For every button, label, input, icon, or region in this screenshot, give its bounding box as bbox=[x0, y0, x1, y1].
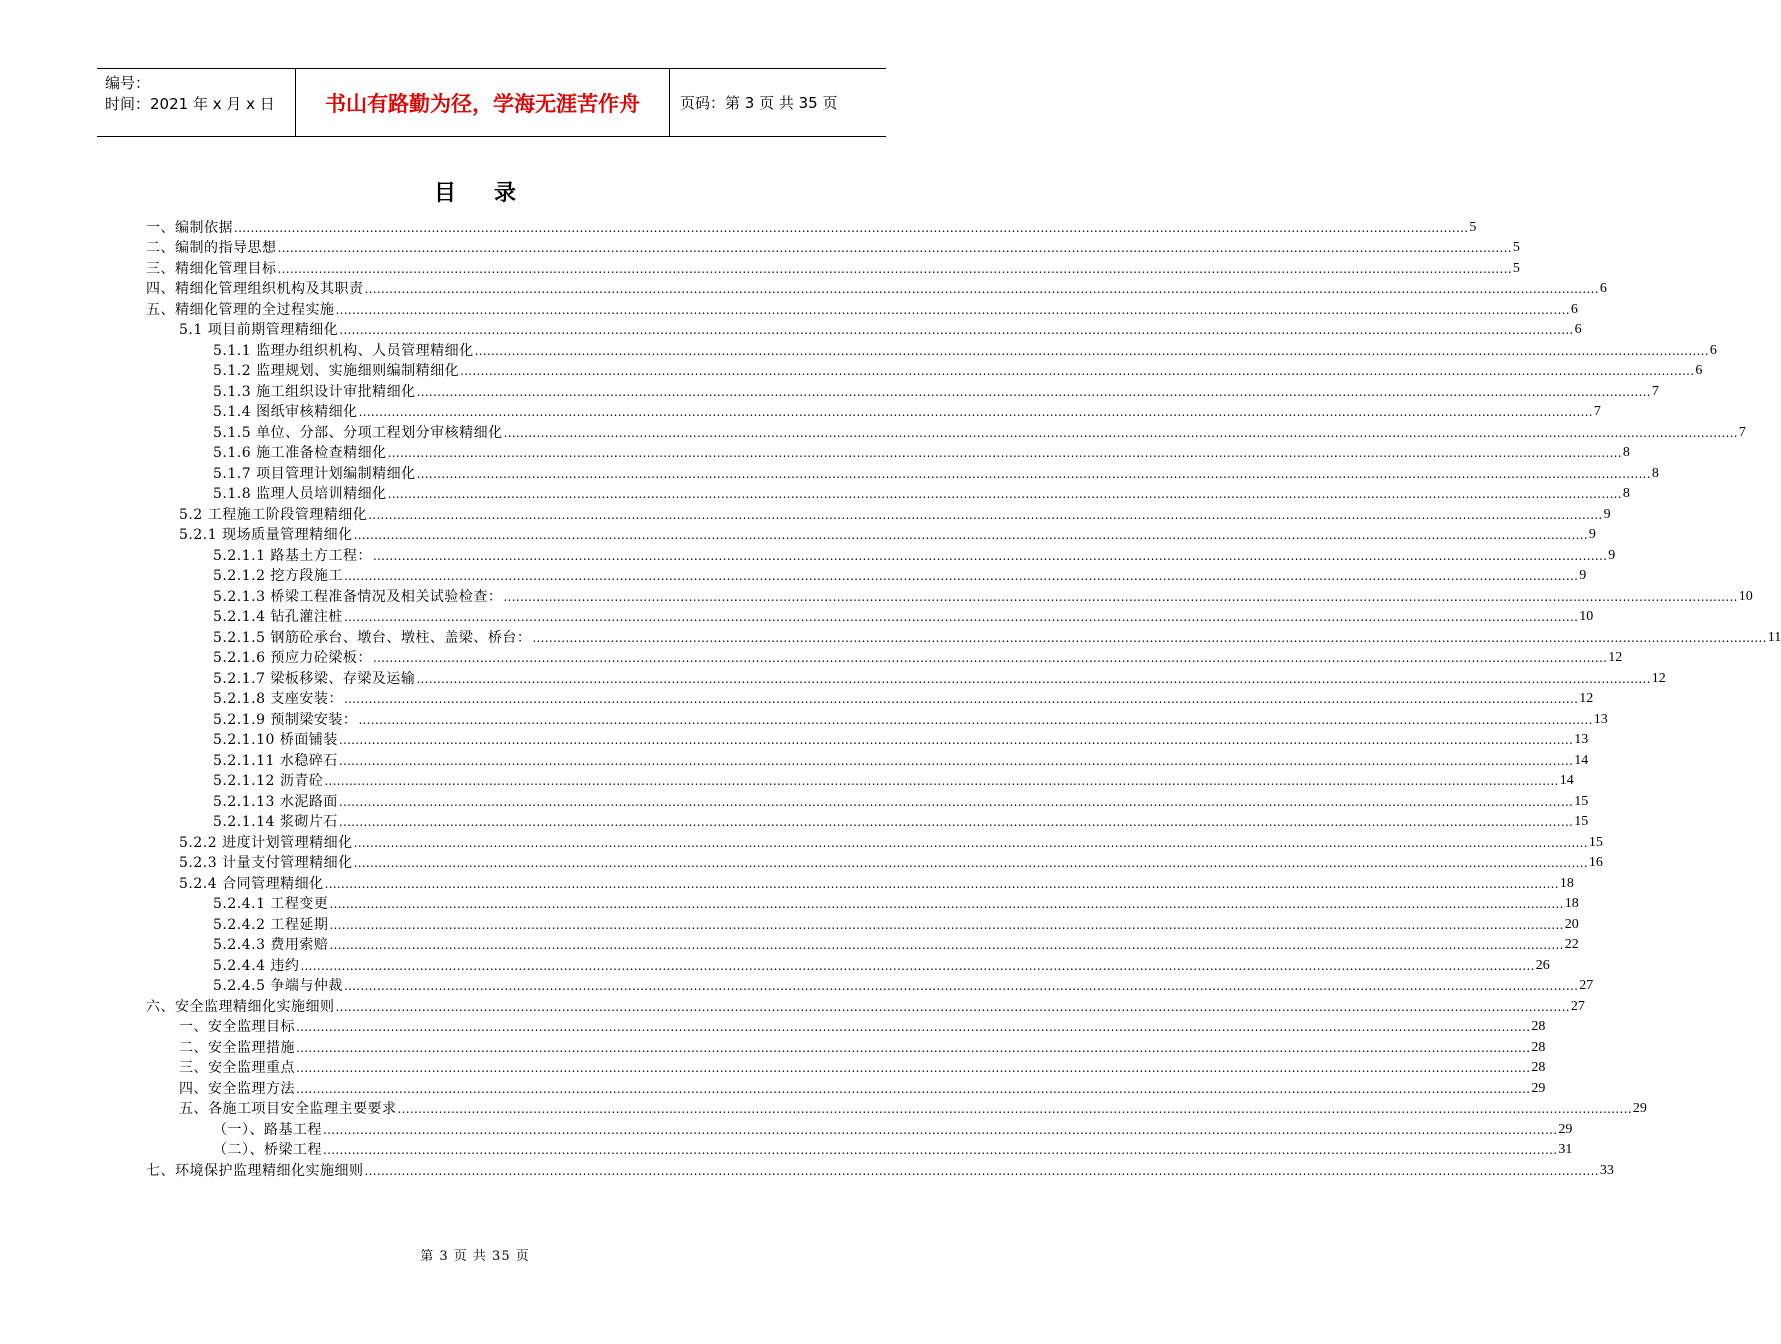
toc-dot-leader: ............................................................................................................................................................................................................................................................................................................ bbox=[329, 897, 1564, 911]
toc-dot-leader: ............................................................................................................................................................................................................................................................................................................ bbox=[343, 692, 1579, 706]
toc-entry-page: 18 bbox=[1559, 875, 1574, 891]
toc-dot-leader: ............................................................................................................................................................................................................................................................................................................ bbox=[323, 1143, 1558, 1157]
toc-entry[interactable] bbox=[146, 647, 1623, 668]
toc-entry-page: 22 bbox=[1564, 937, 1579, 952]
toc-dot-leader: ............................................................................................................................................................................................................................................................................................................ bbox=[329, 938, 1564, 952]
toc-entry-title: 5.2.1.9 预制梁安装： bbox=[213, 711, 358, 728]
toc-entry[interactable] bbox=[146, 278, 1607, 299]
toc-entry[interactable] bbox=[146, 790, 1589, 811]
toc-entry[interactable] bbox=[146, 360, 1703, 381]
toc-dot-leader: ............................................................................................................................................................................................................................................................................................................ bbox=[296, 1081, 1531, 1096]
toc-entry-title: 三、精细化管理目标 bbox=[146, 260, 277, 277]
toc-entry[interactable] bbox=[146, 1016, 1546, 1037]
toc-dot-leader: ............................................................................................................................................................................................................................................................................................................ bbox=[335, 999, 1570, 1014]
toc-dot-leader: ............................................................................................................................................................................................................................................................................................................ bbox=[372, 548, 1608, 563]
toc-entry-title: 一、编制依据 bbox=[146, 219, 233, 236]
toc-entry-title: （一）、路基工程 bbox=[213, 1121, 322, 1138]
toc-entry[interactable] bbox=[146, 462, 1659, 483]
toc-dot-leader: ............................................................................................................................................................................................................................................................................................................ bbox=[324, 876, 1559, 891]
toc-dot-leader: ............................................................................................................................................................................................................................................................................................................ bbox=[296, 1040, 1531, 1055]
toc-dot-leader: ............................................................................................................................................................................................................................................................................................................ bbox=[335, 302, 1570, 317]
toc-entry-page: 29 bbox=[1632, 1101, 1647, 1116]
toc-entry-title: 5.2.1.6 预应力砼梁板： bbox=[213, 650, 372, 666]
toc-entry-page: 12 bbox=[1651, 670, 1666, 686]
toc-dot-leader: ............................................................................................................................................................................................................................................................................................................ bbox=[532, 630, 1767, 645]
doc-number-label: 编号： bbox=[105, 74, 151, 92]
toc-entry-title: 四、安全监理方法 bbox=[179, 1080, 295, 1097]
toc-dot-leader: ............................................................................................................................................................................................................................................................................................................ bbox=[416, 671, 1651, 686]
toc-entry-title: 5.1.2 监理规划、实施细则编制精细化 bbox=[213, 363, 460, 379]
toc-dot-leader: ............................................................................................................................................................................................................................................................................................................ bbox=[338, 815, 1574, 829]
toc-entry-page: 14 bbox=[1574, 752, 1589, 768]
header-slogan: 书山有路勤为径，学海无涯苦作舟 bbox=[296, 69, 670, 136]
toc-dot-leader: ............................................................................................................................................................................................................................................................................................................ bbox=[372, 651, 1608, 665]
toc-dot-leader: ............................................................................................................................................................................................................................................................................................................ bbox=[323, 1122, 1558, 1137]
toc-entry-title: 5.2.2 进度计划管理精细化 bbox=[179, 834, 353, 851]
toc-dot-leader: ............................................................................................................................................................................................................................................................................................................ bbox=[277, 261, 1512, 276]
toc-dot-leader: ............................................................................................................................................................................................................................................................................................................ bbox=[416, 466, 1651, 481]
toc-entry[interactable] bbox=[146, 995, 1585, 1016]
toc-entry-title: 5.2.1.10 桥面铺装 bbox=[213, 732, 338, 748]
toc-dot-leader: ............................................................................................................................................................................................................................................................................................................ bbox=[503, 589, 1738, 604]
doc-time-label: 时间：2021 年 x 月 x 日 bbox=[105, 95, 275, 113]
toc-dot-leader: ............................................................................................................................................................................................................................................................................................................ bbox=[343, 610, 1579, 624]
toc-entry-page: 5 bbox=[1512, 240, 1520, 255]
toc-entry-title: 5.2.1.14 浆砌片石 bbox=[213, 814, 338, 830]
toc-entry-title: 5.2.1.13 水泥路面 bbox=[213, 793, 338, 810]
toc-entry[interactable] bbox=[146, 934, 1579, 955]
toc-entry[interactable] bbox=[146, 544, 1616, 565]
toc-entry[interactable] bbox=[146, 1159, 1614, 1180]
header-meta bbox=[97, 69, 296, 136]
toc-entry-page: 9 bbox=[1588, 527, 1596, 542]
toc-entry-title: 5.2.1.4 钻孔灌注桩 bbox=[213, 609, 343, 625]
toc-entry-title: 5.1 项目前期管理精细化 bbox=[179, 322, 339, 338]
toc-dot-leader: ............................................................................................................................................................................................................................................................................................................ bbox=[343, 569, 1579, 583]
toc-entry-title: 5.1.1 监理办组织机构、人员管理精细化 bbox=[213, 342, 474, 359]
toc-entry-page: 33 bbox=[1599, 1162, 1614, 1178]
toc-entry-page: 10 bbox=[1579, 609, 1594, 624]
toc-entry-page: 20 bbox=[1564, 916, 1579, 932]
toc-entry-title: 5.2.1.1 路基土方工程： bbox=[213, 547, 372, 564]
toc-entry[interactable] bbox=[146, 319, 1582, 340]
toc-dot-leader: ............................................................................................................................................................................................................................................................................................................ bbox=[503, 425, 1738, 440]
toc-dot-leader: ............................................................................................................................................................................................................................................................................................................ bbox=[387, 446, 1622, 460]
toc-entry-page: 28 bbox=[1531, 1039, 1546, 1055]
toc-entry[interactable] bbox=[146, 872, 1574, 893]
toc-entry-title: 七、环境保护监理精细化实施细则 bbox=[146, 1162, 364, 1179]
toc-entry-page: 29 bbox=[1531, 1080, 1546, 1096]
toc-entry[interactable] bbox=[146, 339, 1717, 360]
toc-entry-title: 二、安全监理措施 bbox=[179, 1039, 295, 1056]
toc-entry-title: 三、安全监理重点 bbox=[179, 1060, 295, 1076]
toc-entry-title: 5.2.1.11 水稳碎石 bbox=[213, 752, 338, 769]
toc-dot-leader: ............................................................................................................................................................................................................................................................................................................ bbox=[387, 487, 1622, 501]
toc-dot-leader: ............................................................................................................................................................................................................................................................................................................ bbox=[296, 1020, 1531, 1034]
toc-entry[interactable] bbox=[146, 831, 1603, 852]
toc-entry-page: 16 bbox=[1588, 855, 1603, 870]
toc-entry-page: 26 bbox=[1535, 957, 1550, 973]
page-footer: 第 3 页 共 35 页 bbox=[420, 1249, 530, 1264]
toc-entry[interactable] bbox=[146, 1139, 1573, 1160]
toc-entry[interactable] bbox=[146, 975, 1594, 996]
toc-dot-leader: ............................................................................................................................................................................................................................................................................................................ bbox=[353, 528, 1588, 542]
toc-entry-title: 二、编制的指导思想 bbox=[146, 240, 277, 256]
toc-dot-leader: ............................................................................................................................................................................................................................................................................................................ bbox=[358, 405, 1593, 419]
toc-entry-page: 9 bbox=[1603, 506, 1611, 522]
toc-dot-leader: ............................................................................................................................................................................................................................................................................................................ bbox=[324, 774, 1559, 788]
toc-entry-title: 5.2.4 合同管理精细化 bbox=[179, 875, 324, 892]
toc-entry-page: 28 bbox=[1531, 1060, 1546, 1075]
toc-entry[interactable] bbox=[146, 667, 1666, 688]
toc-dot-leader: ............................................................................................................................................................................................................................................................................................................ bbox=[277, 241, 1512, 255]
toc-entry[interactable] bbox=[146, 503, 1611, 524]
toc-entry-page: 9 bbox=[1608, 547, 1616, 563]
toc-entry-title: 一、安全监理目标 bbox=[179, 1019, 295, 1035]
toc-entry-page: 7 bbox=[1651, 383, 1659, 399]
toc-entry-page: 13 bbox=[1593, 711, 1608, 727]
toc-entry-page: 12 bbox=[1579, 691, 1594, 706]
toc-entry-title: 五、各施工项目安全监理主要要求 bbox=[179, 1101, 397, 1117]
toc-entry-title: 5.1.4 图纸审核精细化 bbox=[213, 404, 358, 420]
toc-dot-leader: ............................................................................................................................................................................................................................................................................................................ bbox=[416, 384, 1651, 399]
toc-entry[interactable] bbox=[146, 1077, 1546, 1098]
toc-entry-page: 29 bbox=[1558, 1121, 1573, 1137]
toc-entry-page: 15 bbox=[1588, 834, 1603, 850]
toc-dot-leader: ............................................................................................................................................................................................................................................................................................................ bbox=[329, 917, 1564, 932]
toc-entry-title: 5.2.4.4 违约 bbox=[213, 957, 300, 974]
toc-dot-leader: ............................................................................................................................................................................................................................................................................................................ bbox=[460, 364, 1695, 378]
toc-entry[interactable] bbox=[146, 524, 1596, 545]
toc-entry[interactable] bbox=[146, 749, 1589, 770]
toc-dot-leader: ............................................................................................................................................................................................................................................................................................................ bbox=[296, 1061, 1531, 1075]
toc-entry[interactable] bbox=[146, 606, 1594, 627]
toc-entry-page: 31 bbox=[1558, 1142, 1573, 1157]
toc-entry[interactable] bbox=[146, 1118, 1573, 1139]
toc-entry[interactable] bbox=[146, 626, 1781, 647]
toc-entry-title: 五、精细化管理的全过程实施 bbox=[146, 301, 335, 318]
toc-entry[interactable] bbox=[146, 954, 1550, 975]
toc-entry-title: （二）、桥梁工程 bbox=[213, 1142, 322, 1158]
toc-entry[interactable] bbox=[146, 1036, 1546, 1057]
toc-entry-title: 5.2.1.3 桥梁工程准备情况及相关试验检查： bbox=[213, 588, 503, 605]
toc-entry-title: 5.1.5 单位、分部、分项工程划分审核精细化 bbox=[213, 424, 503, 441]
toc-entry-page: 27 bbox=[1570, 998, 1585, 1014]
toc-entry-title: 5.2.1 现场质量管理精细化 bbox=[179, 527, 353, 543]
toc-entry[interactable] bbox=[146, 237, 1520, 258]
toc-entry[interactable] bbox=[146, 442, 1630, 463]
toc-entry-page: 27 bbox=[1579, 978, 1594, 993]
toc-dot-leader: ............................................................................................................................................................................................................................................................................................................ bbox=[338, 794, 1574, 809]
toc-entry[interactable] bbox=[146, 257, 1520, 278]
toc-dot-leader: ............................................................................................................................................................................................................................................................................................................ bbox=[339, 323, 1574, 337]
toc-entry-title: 5.2.4.3 费用索赔 bbox=[213, 937, 329, 953]
toc-entry-page: 13 bbox=[1574, 732, 1589, 747]
toc-entry-page: 10 bbox=[1738, 588, 1753, 604]
toc-entry-title: 5.2.1.2 挖方段施工 bbox=[213, 568, 343, 584]
toc-entry[interactable] bbox=[146, 565, 1587, 586]
toc-entry-title: 5.2.4.2 工程延期 bbox=[213, 916, 329, 933]
toc-entry-title: 5.2.1.12 沥青砼 bbox=[213, 773, 324, 789]
toc-entry-page: 7 bbox=[1593, 404, 1601, 419]
toc-entry[interactable] bbox=[146, 811, 1589, 832]
toc-entry-page: 6 bbox=[1570, 301, 1578, 317]
toc-entry[interactable] bbox=[146, 1057, 1546, 1078]
toc-entry-page: 12 bbox=[1608, 650, 1623, 665]
toc-entry[interactable] bbox=[146, 380, 1659, 401]
toc-dot-leader: ............................................................................................................................................................................................................................................................................................................ bbox=[364, 282, 1599, 296]
toc-dot-leader: ............................................................................................................................................................................................................................................................................................................ bbox=[358, 712, 1593, 727]
toc-entry-page: 6 bbox=[1574, 322, 1582, 337]
toc-entry-page: 14 bbox=[1559, 773, 1574, 788]
toc-entry[interactable] bbox=[146, 688, 1594, 709]
toc-entry-page: 5 bbox=[1512, 260, 1520, 276]
page-header bbox=[97, 68, 886, 137]
toc-entry[interactable] bbox=[146, 216, 1477, 237]
toc-entry[interactable] bbox=[146, 770, 1574, 791]
toc-entry-page: 6 bbox=[1695, 363, 1703, 378]
toc-entry-title: 5.2.4.1 工程变更 bbox=[213, 896, 329, 912]
toc-title: 目录 bbox=[433, 180, 554, 206]
toc-dot-leader: ............................................................................................................................................................................................................................................................................................................ bbox=[353, 856, 1588, 870]
toc-entry-title: 六、安全监理精细化实施细则 bbox=[146, 998, 335, 1015]
toc-entry-title: 四、精细化管理组织机构及其职责 bbox=[146, 281, 364, 297]
toc-entry-page: 15 bbox=[1574, 814, 1589, 829]
toc-dot-leader: ............................................................................................................................................................................................................................................................................................................ bbox=[474, 343, 1709, 358]
toc-entry-page: 6 bbox=[1709, 342, 1717, 358]
toc-entry[interactable] bbox=[146, 708, 1608, 729]
toc-entry[interactable] bbox=[146, 1098, 1647, 1119]
toc-entry[interactable] bbox=[146, 298, 1578, 319]
toc-dot-leader: ............................................................................................................................................................................................................................................................................................................ bbox=[234, 220, 1469, 235]
header-page-info: 页码：第 3 页 共 35 页 bbox=[680, 94, 838, 112]
toc-dot-leader: ............................................................................................................................................................................................................................................................................................................ bbox=[353, 835, 1588, 850]
toc-entry-page: 5 bbox=[1469, 219, 1477, 235]
toc-entry-page: 8 bbox=[1651, 465, 1659, 481]
toc-entry-page: 8 bbox=[1622, 445, 1630, 460]
toc-entry-title: 5.2.1.8 支座安装： bbox=[213, 691, 343, 707]
toc-entry-title: 5.2.1.5 钢筋砼承台、墩台、墩柱、盖梁、桥台： bbox=[213, 629, 532, 646]
toc-entry-title: 5.2.3 计量支付管理精细化 bbox=[179, 855, 353, 871]
toc-entry-page: 15 bbox=[1574, 793, 1589, 809]
toc-entry-title: 5.1.8 监理人员培训精细化 bbox=[213, 486, 387, 502]
table-of-contents bbox=[146, 216, 1781, 1180]
toc-dot-leader: ............................................................................................................................................................................................................................................................................................................ bbox=[338, 733, 1574, 747]
toc-entry-title: 5.1.7 项目管理计划编制精细化 bbox=[213, 465, 416, 482]
toc-entry[interactable] bbox=[146, 483, 1630, 504]
toc-dot-leader: ............................................................................................................................................................................................................................................................................................................ bbox=[338, 753, 1574, 768]
toc-entry-title: 5.2 工程施工阶段管理精细化 bbox=[179, 506, 368, 523]
toc-entry-page: 28 bbox=[1531, 1019, 1546, 1034]
toc-entry[interactable] bbox=[146, 401, 1601, 422]
toc-entry[interactable] bbox=[146, 893, 1579, 914]
toc-dot-leader: ............................................................................................................................................................................................................................................................................................................ bbox=[300, 958, 1535, 973]
toc-entry-page: 9 bbox=[1579, 568, 1587, 583]
toc-entry[interactable] bbox=[146, 729, 1589, 750]
toc-entry[interactable] bbox=[146, 421, 1746, 442]
toc-entry[interactable] bbox=[146, 852, 1603, 873]
toc-entry[interactable] bbox=[146, 585, 1753, 606]
toc-entry-title: 5.2.4.5 争端与仲裁 bbox=[213, 978, 343, 994]
toc-entry-title: 5.1.6 施工准备检查精细化 bbox=[213, 445, 387, 461]
toc-dot-leader: ............................................................................................................................................................................................................................................................................................................ bbox=[364, 1163, 1599, 1178]
toc-entry-title: 5.1.3 施工组织设计审批精细化 bbox=[213, 383, 416, 400]
toc-entry[interactable] bbox=[146, 913, 1579, 934]
toc-dot-leader: ............................................................................................................................................................................................................................................................................................................ bbox=[343, 979, 1579, 993]
toc-entry-title: 5.2.1.7 梁板移梁、存梁及运输 bbox=[213, 670, 416, 687]
toc-dot-leader: ............................................................................................................................................................................................................................................................................................................ bbox=[368, 507, 1603, 522]
toc-entry-page: 18 bbox=[1564, 896, 1579, 911]
toc-entry-page: 6 bbox=[1599, 281, 1607, 296]
toc-entry-page: 7 bbox=[1738, 424, 1746, 440]
toc-dot-leader: ............................................................................................................................................................................................................................................................................................................ bbox=[397, 1102, 1632, 1116]
toc-entry-page: 11 bbox=[1767, 629, 1781, 645]
toc-entry-page: 8 bbox=[1622, 486, 1630, 501]
